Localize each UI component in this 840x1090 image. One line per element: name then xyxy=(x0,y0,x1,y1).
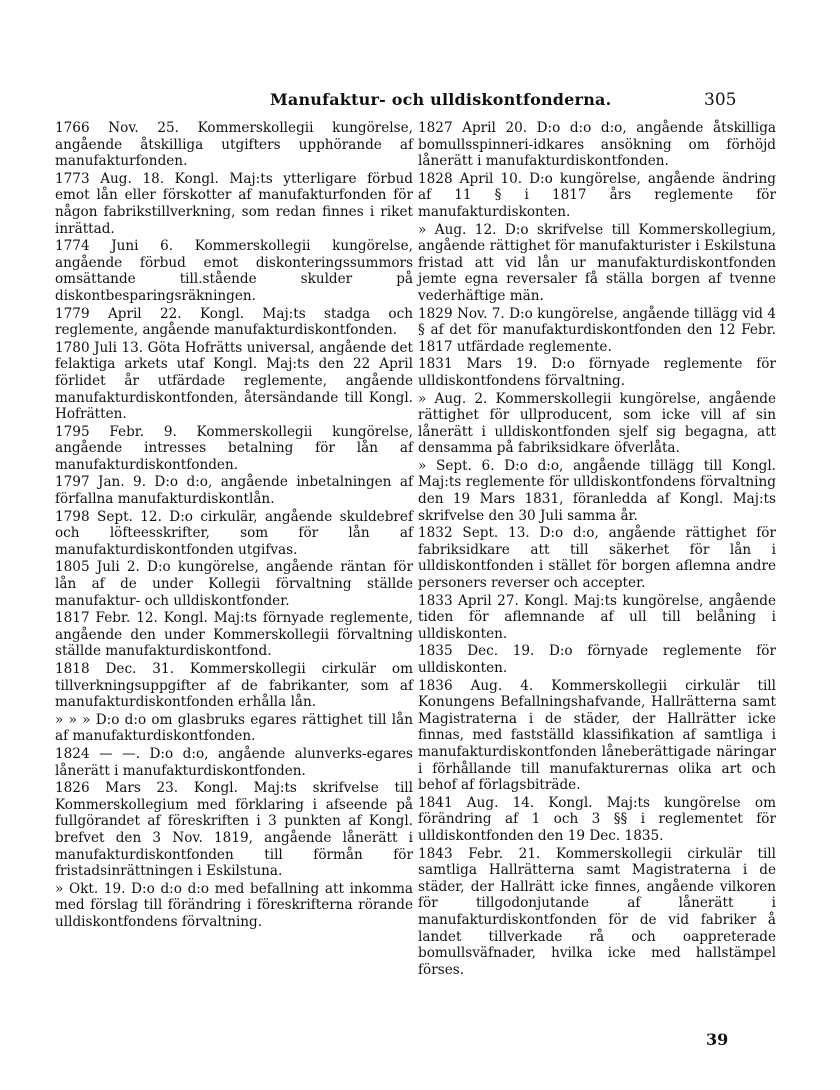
entry: 1774 Juni 6. Kommerskollegii kungörelse, angående förbud emot diskonteringssummors omsättande till.stående skulder på diskontbesparingsräkningen. xyxy=(55,238,413,304)
entry: 1841 Aug. 14. Kongl. Maj:ts kungörelse om förändring af 1 och 3 §§ i reglementet för ulldiskontfonden den 19 Dec. 1835. xyxy=(418,794,776,844)
right-column xyxy=(418,120,776,979)
entry: 1824 — —. D:o d:o, angående alunverks-egares lånerätt i manufakturdiskontfonden. xyxy=(55,745,413,779)
left-column xyxy=(55,120,413,932)
entry: 1832 Sept. 13. D:o d:o, angående rättighet för fabriksidkare att till säkerhet för lån i ulldiskontfonden i stället för borgen aflemna andre personers reverser och accepter. xyxy=(418,525,776,592)
entry: 1795 Febr. 9. Kommerskollegii kungörelse, angående intresses betalning för lån af manufakturdiskontfonden. xyxy=(55,423,413,473)
entry: 1766 Nov. 25. Kommerskollegii kungörelse, angående åtskilliga utgifters upphörande af manufakturfonden. xyxy=(55,120,413,170)
entry: » Sept. 6. D:o d:o, angående tillägg till Kongl. Maj:ts reglemente för ulldiskontfondens förvaltning den 19 Mars 1831, föranledda af Kongl. Maj:ts skrifvelse den 30 Juli samma år. xyxy=(418,457,776,524)
running-title: Manufaktur- och ulldiskontfonderna. xyxy=(270,90,612,109)
entry: 1780 Juli 13. Göta Hofrätts universal, angående det felaktiga arkets utaf Kongl. Maj:ts den 22 April förlidet år utfärdade reglemente, angående manufakturdiskontfonden, återsändande till Kongl. Hofrätten. xyxy=(55,339,413,423)
entry: 1805 Juli 2. D:o kungörelse, angående räntan för lån af de under Kollegii förvaltning ställde manufaktur- och ulldiskontfonder. xyxy=(55,559,413,609)
entry: » Okt. 19. D:o d:o d:o med befallning att inkomma med förslag till förändring i föreskrifterna rörande ulldiskontfondens förvaltning. xyxy=(55,880,413,930)
entry: 1829 Nov. 7. D:o kungörelse, angående tillägg vid 4 § af det för manufakturdiskontfonden den 12 Febr. 1817 utfärdade reglemente. xyxy=(418,305,776,355)
entry: 1828 April 10. D:o kungörelse, angående ändring af 11 § i 1817 års reglemente för manufakturdiskonten. xyxy=(418,170,776,220)
page-number: 305 xyxy=(704,90,737,110)
entry: 1843 Febr. 21. Kommerskollegii cirkulär till samtliga Hallrätterna samt Magistraterna i de städer, der Hallrätt icke finnes, angående vilkoren för tillgodonjutande af lånerätt i manufakturdiskontfonden för de vid fabriker å landet tillverkade rå och oappreterade bomullsväfnader, hvilka icke med hallstämpel förses. xyxy=(418,845,776,978)
entry: 1833 April 27. Kongl. Maj:ts kungörelse, angående tiden för aflemnande af ull till belåning i ulldiskonten. xyxy=(418,592,776,642)
entry: 1797 Jan. 9. D:o d:o, angående inbetalningen af förfallna manufakturdiskontlån. xyxy=(55,474,413,508)
entry: » » » D:o d:o om glasbruks egares rättighet till lån af manufakturdiskontfonden. xyxy=(55,711,413,745)
entry: 1827 April 20. D:o d:o d:o, angående åtskilliga bomullsspinneri-idkares ansökning om förhöjd lånerätt i manufakturdiskontfonden. xyxy=(418,120,776,170)
entry: 1798 Sept. 12. D:o cirkulär, angående skuldebref och löfteesskrifter, som för lån af manufakturdiskontfonden utgifvas. xyxy=(55,508,413,558)
entry: 1826 Mars 23. Kongl. Maj:ts skrifvelse till Kommerskollegium med förklaring i afseende på fullgörandet af föreskriften i 3 punkten af Kongl. brefvet den 3 Nov. 1819, angående lånerätt i manufakturdiskontfonden till förmån för fristadsinrättningen i Eskilstuna. xyxy=(55,780,413,880)
entry: 1836 Aug. 4. Kommerskollegii cirkulär till Konungens Befallningshafvande, Hallrätterna samt Magistraterna i de städer, der Hallrätter icke finnas, med fastställd klassifikation af samtliga i manufakturdiskontfonden låneberättigade näringar i förhållande till manufakturernas olika art och behof af förlagsbiträde. xyxy=(418,677,776,794)
entry: 1831 Mars 19. D:o förnyade reglemente för ulldiskontfondens förvaltning. xyxy=(418,356,776,389)
signature-mark: 39 xyxy=(706,1030,729,1049)
entry: 1818 Dec. 31. Kommerskollegii cirkulär om tillverkningsuppgifter af de fabrikanter, som af manufakturdiskontfonden erhålla lån. xyxy=(55,661,413,711)
entry: » Aug. 2. Kommerskollegii kungörelse, angående rättighet för ullproducent, som icke vill af sin lånerätt i ulldiskontfonden sjelf sig begagna, att densamma på fabriksidkare öfverlåta. xyxy=(418,390,776,457)
entry: » Aug. 12. D:o skrifvelse till Kommerskollegium, angående rättighet för manufakturister i Eskilstuna fristad att vid lån ur manufakturdiskontfonden jemte egna reversaler få ställa borgen af tvenne vederhäftige män. xyxy=(418,221,776,304)
entry: 1835 Dec. 19. D:o förnyade reglemente för ulldiskonten. xyxy=(418,643,776,676)
entry: 1817 Febr. 12. Kongl. Maj:ts förnyade reglemente, angående den under Kommerskollegii förvaltning ställde manufakturdiskontfond. xyxy=(55,610,413,660)
entry: 1773 Aug. 18. Kongl. Maj:ts ytterligare förbud emot lån eller förskotter af manufakturfonden för någon fabrikstillverkning, som redan finnes i riket inrättad. xyxy=(55,170,413,237)
entry: 1779 April 22. Kongl. Maj:ts stadga och reglemente, angående manufakturdiskontfonden. xyxy=(55,305,413,339)
